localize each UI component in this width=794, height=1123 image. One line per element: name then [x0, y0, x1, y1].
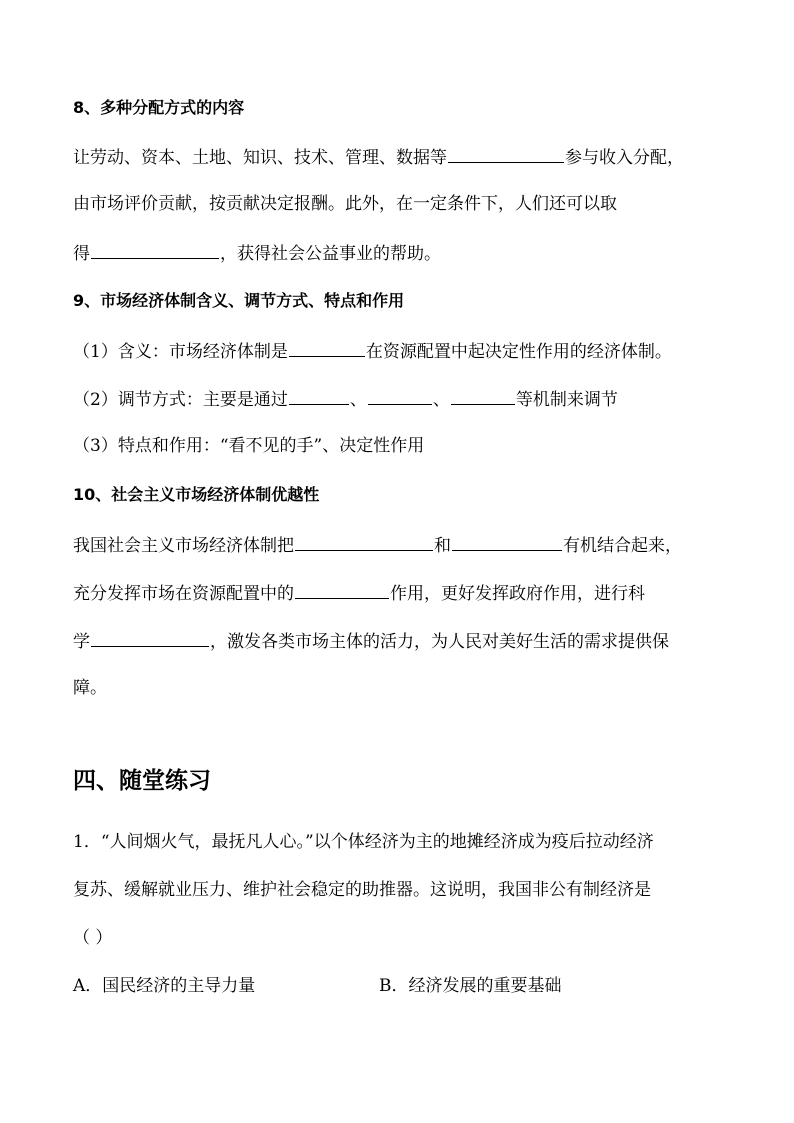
- practice-heading: 四、随堂练习: [73, 768, 211, 794]
- text: （1）含义：市场经济体制是: [73, 342, 288, 362]
- question-1-line-1: 1．“人间烟火气，最抚凡人心。”以个体经济为主的地摊经济成为疫后拉动经济: [73, 832, 654, 852]
- text: 在资源配置中起决定性作用的经济体制。: [365, 342, 672, 362]
- text: 充分发挥市场在资源配置中的: [73, 584, 294, 604]
- section-10-line-3: [73, 628, 669, 654]
- fill-blank[interactable]: [289, 386, 349, 405]
- section-10-line-2: [73, 580, 645, 606]
- question-1-answer-bracket: （ ）: [73, 928, 113, 948]
- text: 让劳动、资本、土地、知识、技术、管理、数据等: [73, 148, 447, 168]
- question-1-line-2: 复苏、缓解就业压力、维护社会稳定的助推器。这说明，我国非公有制经济是: [73, 880, 651, 900]
- section-9-item-3: （3）特点和作用：“看不见的手”、决定性作用: [73, 436, 425, 456]
- section-10-line-1: [73, 532, 682, 558]
- section-9-item-1: [73, 338, 672, 364]
- section-8-line-2: 由市场评价贡献，按贡献决定报酬。此外，在一定条件下，人们还可以取: [73, 194, 617, 214]
- text: 有机结合起来，: [563, 536, 682, 556]
- fill-blank[interactable]: [368, 386, 432, 405]
- option-b[interactable]: B．经济发展的重要基础: [379, 976, 562, 996]
- section-9-item-2: [73, 386, 618, 412]
- text: 和: [434, 536, 451, 556]
- fill-blank[interactable]: [289, 338, 365, 357]
- fill-blank[interactable]: [91, 628, 209, 647]
- text: 我国社会主义市场经济体制把: [73, 536, 294, 556]
- fill-blank[interactable]: [448, 144, 564, 163]
- text: ，获得社会公益事业的帮助。: [220, 244, 441, 264]
- fill-blank[interactable]: [452, 532, 562, 551]
- fill-blank[interactable]: [295, 532, 433, 551]
- text: 、: [349, 390, 367, 410]
- text: ，激发各类市场主体的活力，为人民对美好生活的需求提供保: [210, 632, 669, 652]
- section-8-line-3: [73, 240, 441, 266]
- section-10-line-4: 障。: [73, 678, 107, 698]
- text: （2）调节方式：主要是通过: [73, 390, 288, 410]
- text: 学: [73, 632, 90, 652]
- section-9-heading: 9、市场经济体制含义、调节方式、特点和作用: [73, 291, 405, 310]
- fill-blank[interactable]: [451, 386, 515, 405]
- text: 作用，更好发挥政府作用，进行科: [390, 584, 645, 604]
- section-10-heading: 10、社会主义市场经济体制优越性: [73, 485, 320, 504]
- text: 得: [73, 244, 90, 264]
- text: 等机制来调节: [515, 390, 618, 410]
- fill-blank[interactable]: [91, 240, 219, 259]
- text: 、: [432, 390, 450, 410]
- text: 参与收入分配，: [565, 148, 684, 168]
- fill-blank[interactable]: [295, 580, 389, 599]
- section-8-line-1: [73, 144, 684, 170]
- section-8-heading: 8、多种分配方式的内容: [73, 98, 245, 117]
- option-a[interactable]: A．国民经济的主导力量: [73, 976, 256, 996]
